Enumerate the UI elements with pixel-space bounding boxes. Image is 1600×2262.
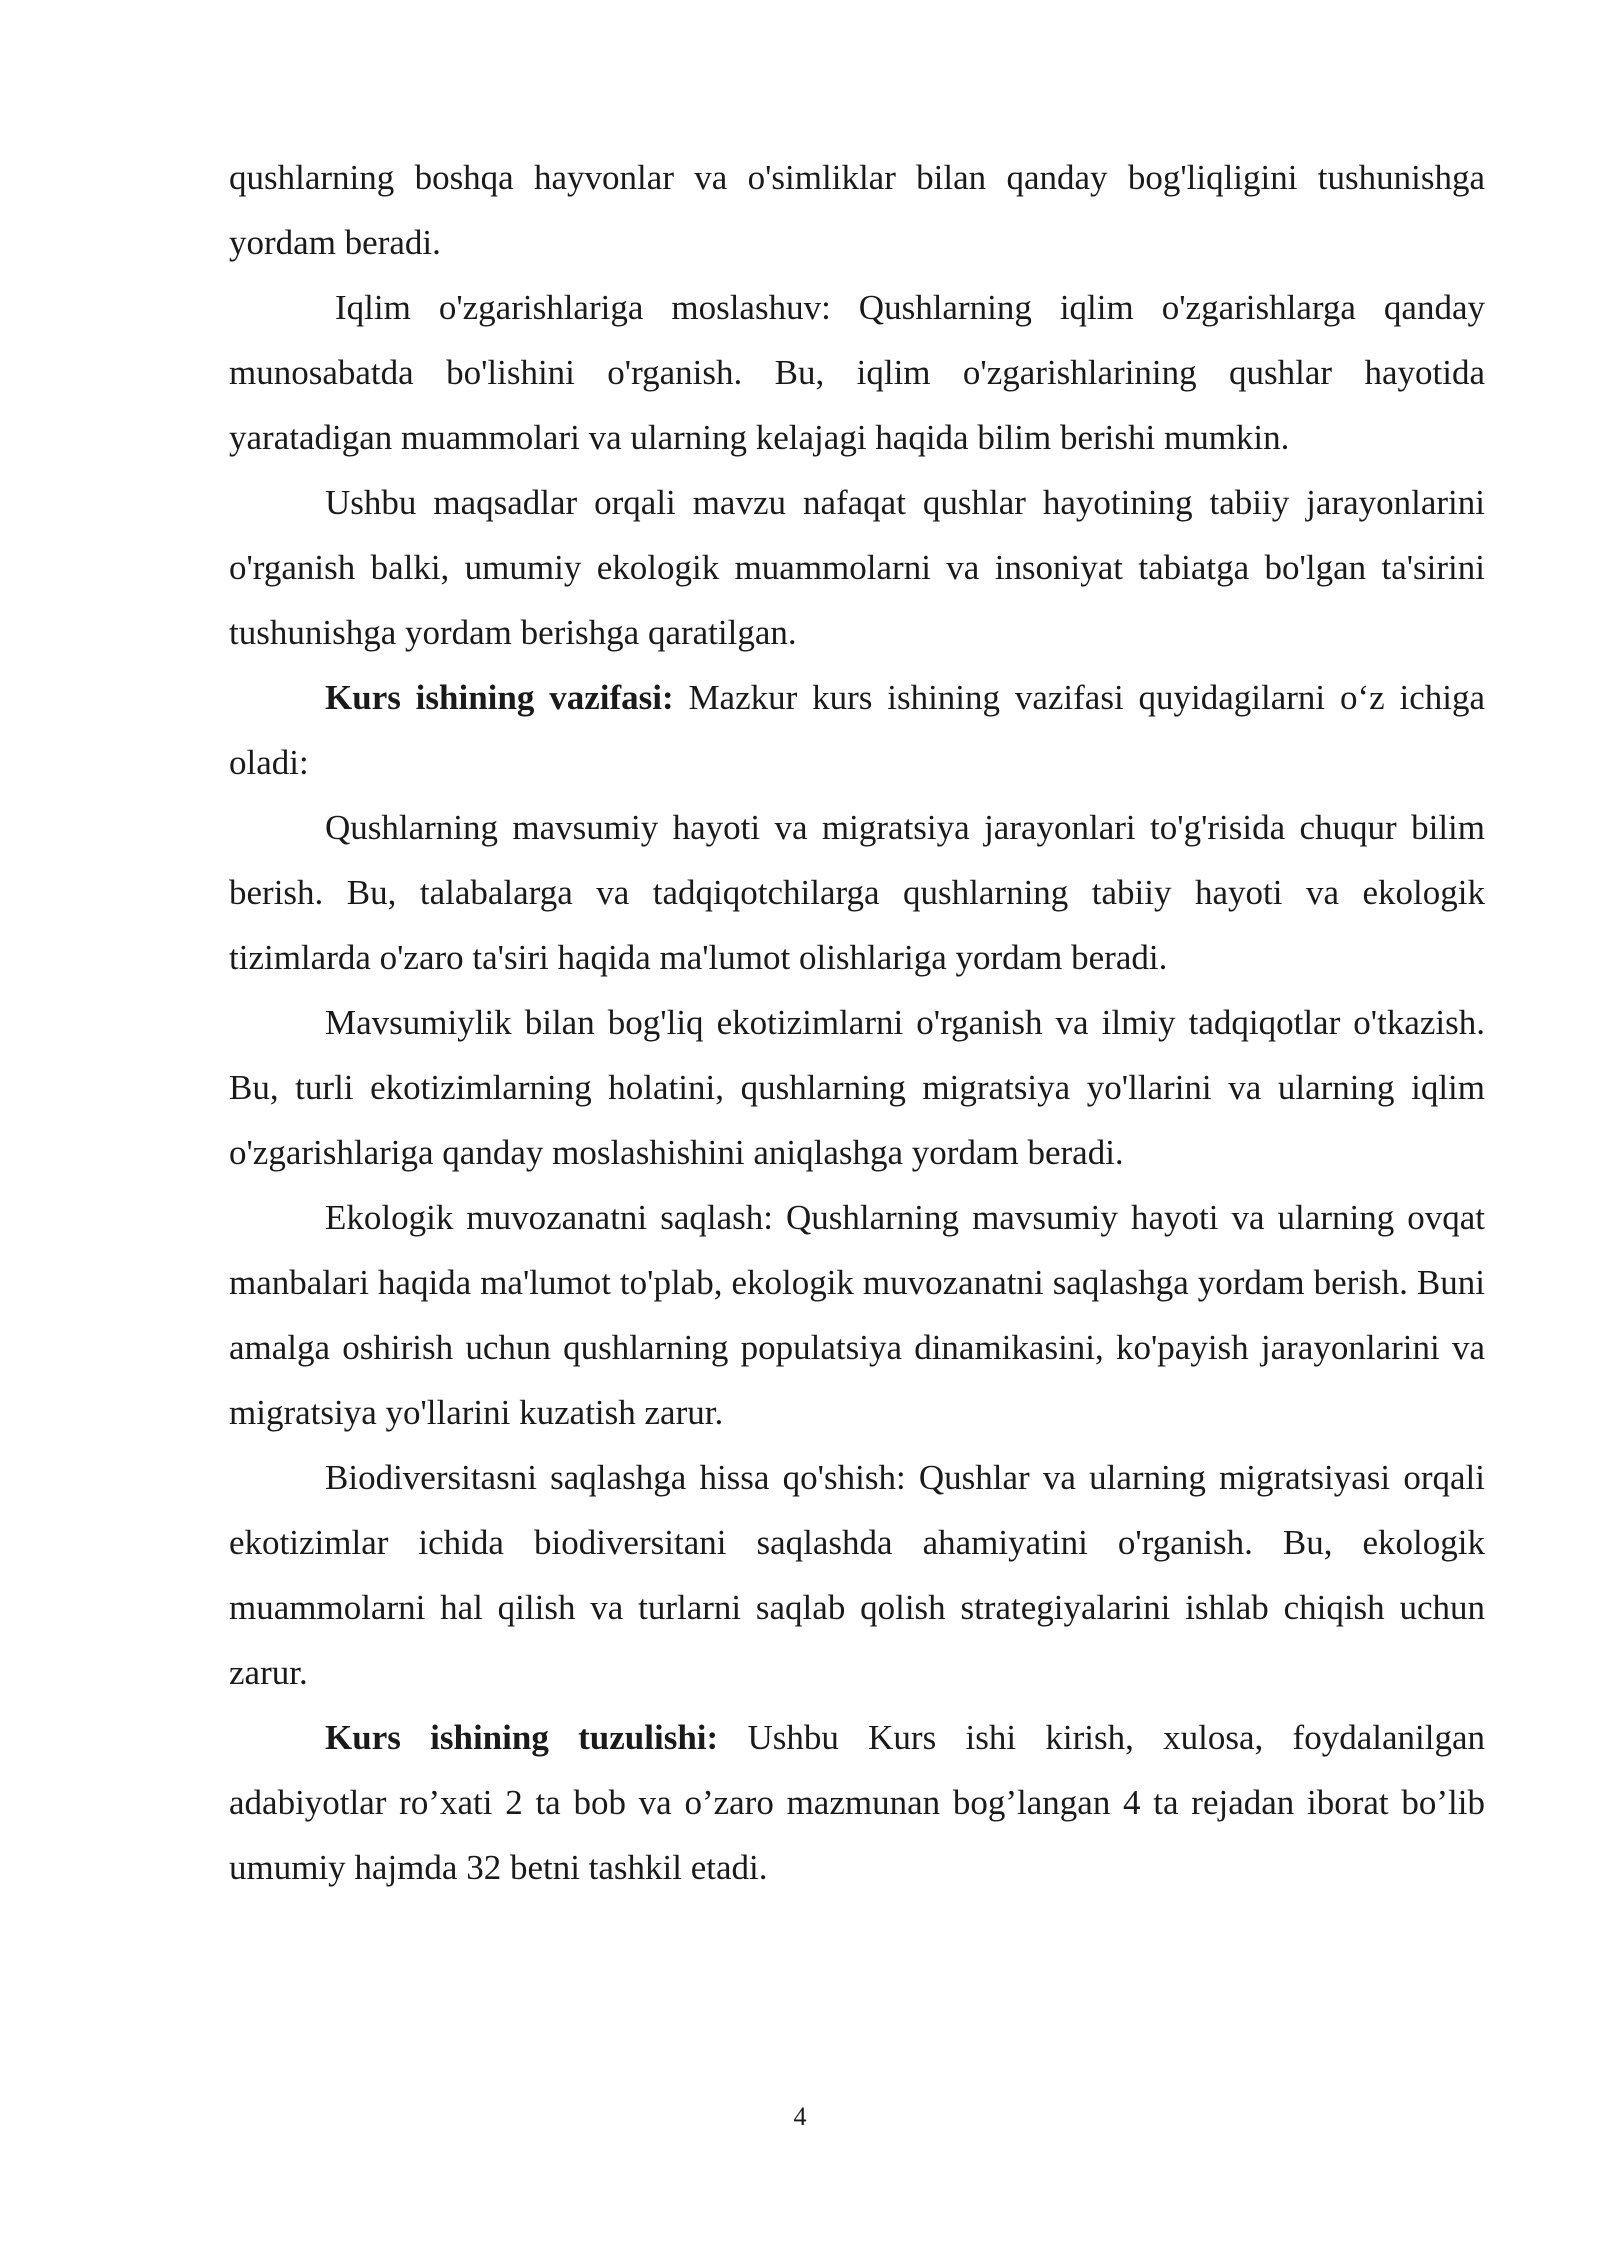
paragraph-text: Iqlim o'zgarishlariga moslashuv: Qushlarning iqlim o'zgarishlarga qanday munosabatda bo'lishini o'rganish. Bu, iqlim o'zgarishlarining qushlar hayotida yaratadigan muammolari va ularning kelajagi haqida bilim berishi mumkin. — [229, 288, 1485, 457]
paragraph — [229, 990, 1485, 1185]
body-text — [229, 145, 1485, 1900]
paragraph — [229, 470, 1485, 665]
paragraph — [229, 1445, 1485, 1705]
paragraph — [229, 275, 1485, 470]
section-heading: Kurs ishining tuzulishi: — [325, 1718, 719, 1757]
paragraph-text: Ushbu Kurs ishi kirish, xulosa, foydalanilgan adabiyotlar ro’xati 2 ta bob va o’zaro mazmunan bog’langan 4 ta rejadan iborat bo’lib umumiy hajmda 32 betni tashkil etadi. — [229, 1718, 1485, 1887]
paragraph — [229, 1185, 1485, 1445]
paragraph-text: Ushbu maqsadlar orqali mavzu nafaqat qushlar hayotining tabiiy jarayonlarini o'rganish balki, umumiy ekologik muammolarni va insoniyat tabiatga bo'lgan ta'sirini tushunishga yordam berishga qaratilgan. — [229, 483, 1485, 652]
paragraph — [229, 145, 1485, 275]
paragraph — [229, 665, 1485, 795]
paragraph — [229, 1705, 1485, 1900]
paragraph-text: Biodiversitasni saqlashga hissa qo'shish: Qushlar va ularning migratsiyasi orqali ekotizimlar ichida biodiversitani saqlashda ahamiyatini o'rganish. Bu, ekologik muammolarni hal qilish va turlarni saqlab qolish strategiyalarini ishlab chiqish uchun zarur. — [229, 1458, 1485, 1692]
paragraph-text: Mavsumiylik bilan bog'liq ekotizimlarni o'rganish va ilmiy tadqiqotlar o'tkazish. Bu, turli ekotizimlarning holatini, qushlarning migratsiya yo'llarini va ularning iqlim o'zgarishlariga qanday moslashishini aniqlashga yordam beradi. — [229, 1003, 1485, 1172]
paragraph — [229, 795, 1485, 990]
paragraph-text: Qushlarning mavsumiy hayoti va migratsiya jarayonlari to'g'risida chuqur bilim berish. Bu, talabalarga va tadqiqotchilarga qushlarning tabiiy hayoti va ekologik tizimlarda o'zaro ta'siri haqida ma'lumot olishlariga yordam beradi. — [229, 808, 1485, 977]
paragraph-text: qushlarning boshqa hayvonlar va o'simliklar bilan qanday bog'liqligini tushunishga yordam beradi. — [229, 158, 1485, 262]
section-heading: Kurs ishining vazifasi: — [325, 678, 674, 717]
paragraph-text: Mazkur kurs ishining vazifasi quyidagilarni o‘z ichiga oladi: — [229, 678, 1485, 782]
paragraph-text: Ekologik muvozanatni saqlash: Qushlarning mavsumiy hayoti va ularning ovqat manbalari haqida ma'lumot to'plab, ekologik muvozanatni saqlashga yordam berish. Buni amalga oshirish uchun qushlarning populatsiya dinamikasini, ko'payish jarayonlarini va migratsiya yo'llarini kuzatish zarur. — [229, 1198, 1485, 1432]
page-number: 4 — [793, 2102, 807, 2131]
